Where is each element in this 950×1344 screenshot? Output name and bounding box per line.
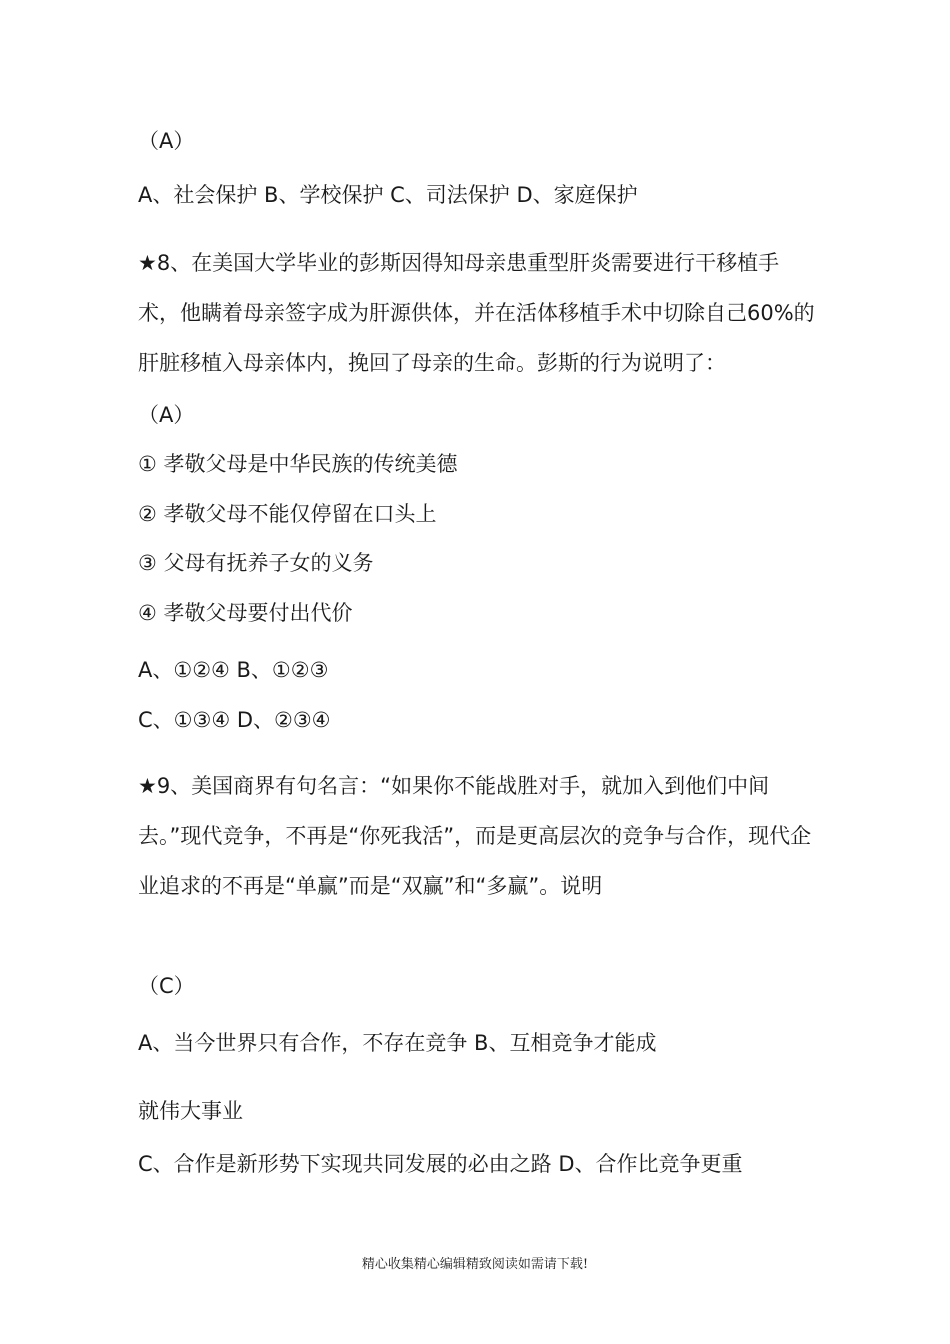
q8-answer: （A） xyxy=(138,403,195,427)
q9-answer: （C） xyxy=(138,974,195,998)
q8-options-line-1: A、①②④ B、①②③ xyxy=(138,658,329,682)
q8-options-line-2: C、①③④ D、②③④ xyxy=(138,708,331,732)
q8-statement-2: ② 孝敬父母不能仅停留在口头上 xyxy=(138,502,437,526)
q9-stem: ★9、美国商界有句名言：“如果你不能战胜对手，就加入到他们中间去。”现代竞争，不再是“你死我活”，而是更高层次的竞争与合作，现代企业追求的不再是“单赢”而是“双赢”和“多赢”。说明 xyxy=(138,774,812,898)
q8-statement-1: ① 孝敬父母是中华民族的传统美德 xyxy=(138,452,458,476)
q8-statement-4: ④ 孝敬父母要付出代价 xyxy=(138,601,353,625)
q7-options: A、社会保护 B、学校保护 C、司法保护 D、家庭保护 xyxy=(138,183,638,207)
q8-stem: ★8、在美国大学毕业的彭斯因得知母亲患重型肝炎需要进行干移植手术，他瞒着母亲签字成为肝源供体，并在活体移植手术中切除自己60%的肝脏移植入母亲体内，挽回了母亲的生命。彭斯的行为说明了： xyxy=(138,251,815,375)
q9-options-line-2: C、合作是新形势下实现共同发展的必由之路 D、合作比竞争更重 xyxy=(138,1152,743,1176)
q9-options-line-1: A、当今世界只有合作，不存在竞争 B、互相竞争才能成 xyxy=(138,1031,657,1055)
page-footer: 精心收集精心编辑精致阅读如需请下载! xyxy=(361,1257,589,1272)
q7-answer: （A） xyxy=(138,129,195,153)
q8-statement-3: ③ 父母有抚养子女的义务 xyxy=(138,551,374,575)
q9-options-line-1-cont: 就伟大事业 xyxy=(138,1099,243,1123)
